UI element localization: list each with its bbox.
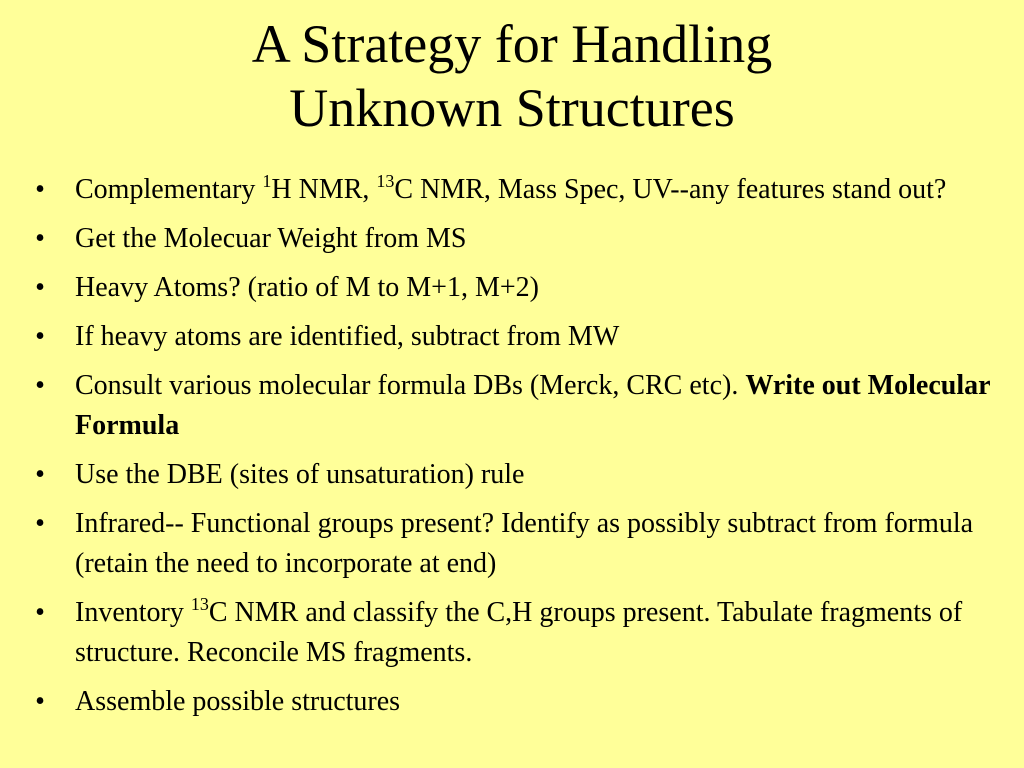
bullet-marker: • [35, 174, 45, 205]
title-line-1: A Strategy for Handling [251, 14, 773, 74]
bullet-item-8 [30, 593, 990, 673]
bullet-1-text-b: H NMR, [271, 174, 377, 205]
bullet-item-5 [30, 366, 990, 446]
bullet-item-2 [30, 219, 990, 259]
bullet-7-text: Infrared-- Functional groups present? Identify as possibly subtract from formula (retain the need to incorporate at end) [75, 508, 974, 579]
bullet-6-text: Use the DBE (sites of unsaturation) rule [75, 459, 525, 490]
bullet-8-sup-13: 13 [190, 594, 209, 614]
bullet-1-text-a: Complementary [75, 174, 263, 205]
bullet-item-3 [30, 268, 990, 308]
bullet-item-1 [30, 170, 990, 210]
bullet-9-text: Assemble possible structures [75, 686, 401, 717]
bullet-item-9 [30, 682, 990, 722]
bullet-item-6 [30, 455, 990, 495]
bullet-marker: • [35, 686, 45, 717]
bullet-2-text: Get the Molecuar Weight from MS [75, 223, 467, 254]
bullet-4-text: If heavy atoms are identified, subtract from MW [75, 321, 620, 352]
bullet-5-text: Consult various molecular formula DBs (Merck, CRC etc). [75, 370, 746, 401]
bullet-marker: • [35, 223, 45, 254]
bullet-marker: • [35, 508, 45, 539]
bullet-item-4 [30, 317, 990, 357]
bullet-1-sup-13: 13 [376, 171, 395, 191]
bullet-marker: • [35, 321, 45, 352]
bullet-8-text-b: C NMR and classify the C,H groups present. Tabulate fragments of structure. Reconcile MS fragments. [75, 597, 963, 668]
bullet-marker: • [35, 272, 45, 303]
title-line-2: Unknown Structures [289, 78, 735, 138]
bullet-8-text-a: Inventory [75, 597, 191, 628]
bullet-marker: • [35, 459, 45, 490]
bullet-1-text-c: C NMR, Mass Spec, UV--any features stand out? [394, 174, 947, 205]
bullet-marker: • [35, 370, 45, 401]
bullet-item-7 [30, 504, 990, 584]
bullet-3-text: Heavy Atoms? (ratio of M to M+1, M+2) [75, 272, 539, 303]
slide-title [0, 12, 1024, 140]
bullet-1-sup-1: 1 [262, 171, 272, 191]
bullet-marker: • [35, 597, 45, 628]
bullet-5-bold-text: Write out Molecular Formula [75, 370, 991, 441]
bullet-list [30, 170, 990, 731]
